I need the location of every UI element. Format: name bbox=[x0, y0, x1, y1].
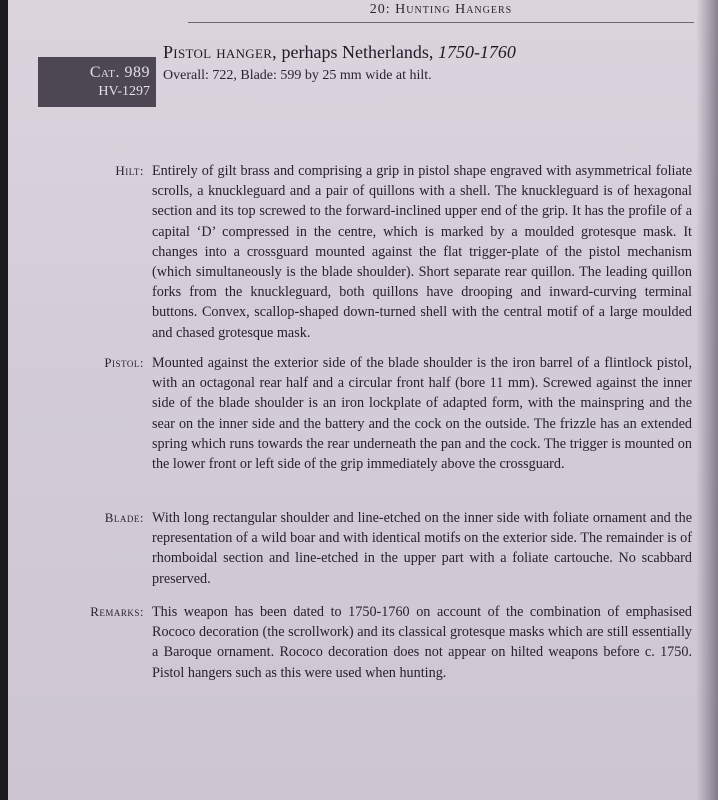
entry-title-origin: perhaps Netherlands, bbox=[276, 42, 438, 62]
section-label: Hilt: bbox=[115, 163, 144, 178]
section-blade bbox=[28, 508, 692, 589]
entry-title bbox=[163, 42, 516, 63]
entry-dimensions: Overall: 722, Blade: 599 by 25 mm wide at hilt. bbox=[163, 68, 432, 83]
section-label: Remarks: bbox=[90, 604, 144, 619]
section-pistol bbox=[28, 353, 692, 474]
entry-title-object: Pistol hanger, bbox=[163, 42, 277, 62]
inventory-number: HV-1297 bbox=[98, 84, 150, 99]
book-page bbox=[8, 0, 718, 800]
section-text: Mounted against the exterior side of the blade shoulder is the iron barrel of a flintlock pistol, with an octagonal rear half and a circular front half (bore 11 mm). Screwed against the inner side of the blade shoulder is an iron lockplate of adapted form, with the mainspring and the sear on the inner side and the battery and the cock on the outside. The frizzle has an extended spring which runs towards the rear underneath the pan and the cock. The trigger is mounted on the lower front or left side of the grip immediately above the crossguard. bbox=[152, 355, 692, 473]
section-label: Pistol: bbox=[104, 355, 144, 370]
section-label: Blade: bbox=[104, 510, 144, 525]
section-remarks bbox=[28, 602, 692, 683]
section-text: With long rectangular shoulder and line-etched on the inner side with foliate ornament and the representation of a wild boar and with identical motifs on the exterior side. The remainder is of rhomboidal section and line-etched in the upper part with a foliate cartouche. No scabbard preserved. bbox=[152, 510, 692, 587]
section-hilt bbox=[28, 161, 692, 343]
section-text: Entirely of gilt brass and comprising a grip in pistol shape engraved with asymmetrical foliate scrolls, a knuckleguard and a pair of quillons with a shell. The knuckleguard is of hexagonal section and its top screwed to the forward-inclined upper end of the grip. It has the profile of a capital ‘D’ compressed in the centre, which is marked by a moulded grotesque mask. It changes into a crossguard mounted against the flat trigger-plate of the pistol mechanism (which simultaneously is the blade shoulder). Short separate rear quillon. The leading quillon forks from the knuckleguard, both quillons have drooping and inward-curving terminal buttons. Convex, scallop-shaped down-turned shell with the central motif of a large moulded and chased grotesque mask. bbox=[152, 163, 692, 341]
page-gutter-shadow bbox=[696, 0, 718, 800]
catalog-number: Cat. 989 bbox=[89, 64, 150, 81]
section-text: This weapon has been dated to 1750-1760 on account of the combination of emphasised Rococo decoration (the scrollwork) and its classical grotesque masks which are still essentially a Baroque ornament. Rococo decoration does not appear on hilted weapons before c. 1750. Pistol hangers such as this were used when hunting. bbox=[152, 604, 692, 681]
entry-title-date: 1750-1760 bbox=[437, 42, 516, 62]
catalog-number-box bbox=[38, 57, 156, 107]
running-head: 20: Hunting Hangers bbox=[188, 0, 694, 23]
